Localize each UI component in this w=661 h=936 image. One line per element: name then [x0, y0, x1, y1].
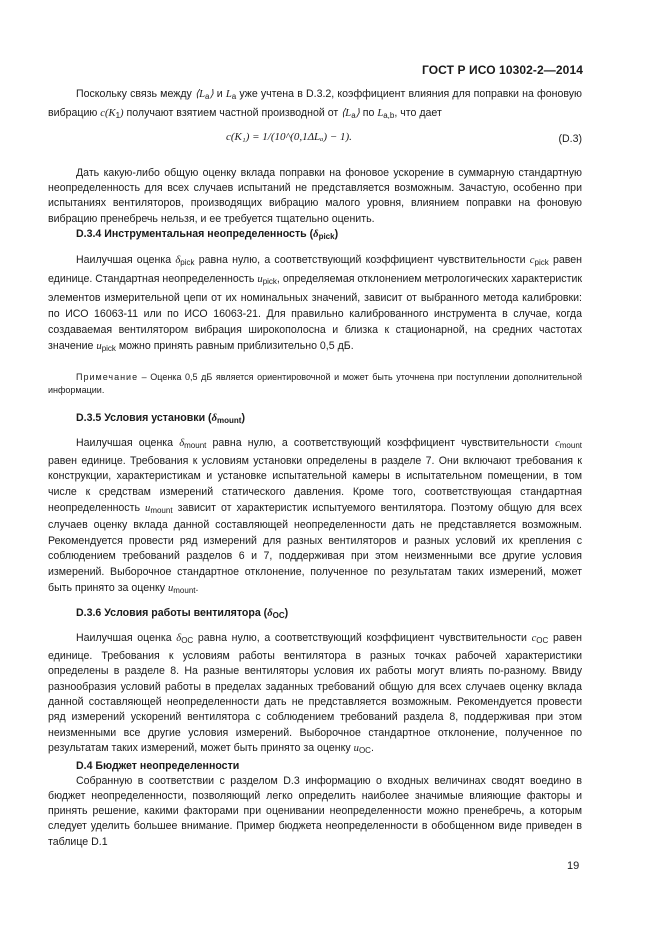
paragraph-background-estimate: Дать какую-либо общую оценку вклада поправки на фоновое ускорение в суммарную стандартную неопределенность для всех случаев испытаний не представляется возможным. Зачастую, особенно при испытаниях вентиляторов, производящих вибрацию малого уровня, влиянием поправки на фоновую вибрацию пренебречь нельзя, и ее требуется тщательно оценить.: [48, 167, 582, 225]
text-run: уже учтена в D.3.2, коэффициент влияния для поправки на фоновую вибрацию: [48, 88, 582, 119]
page-body: [48, 86, 582, 850]
text-run: Поскольку связь между: [76, 88, 195, 100]
note-label: Примечание: [76, 372, 139, 383]
paragraph-instrumental: Наилучшая оценка $\delta_{pick}$ равна нулю, а соответствующий коэффициент чувствительности $c_{pick}$ равен единице. Стандартная неопределенность $u_{pick}$, определяемая отклонением метрологических характеристик элементов измерительной цепи от их номинальных значений, зависит от выбранного метода калибровки: по ИСО 16063-11 или по ИСО 16063-21. Для правильно калиброванного инструмента в случае, когда создаваемая вентилятором вибрация широкополосна и близка к стационарной, на средних частотах значение $u_{pick}$ можно принять равным приблизительно 0,5 дБ.: [48, 254, 582, 354]
symbol-La-avg-2: $⟨L_a⟩$: [341, 108, 360, 120]
symbol-cK1: $c(K_1)$: [100, 108, 124, 120]
text-run: получают взятием частной производной от: [126, 107, 342, 119]
section-heading-d35: D.3.5 Условия установки $(\delta_{mount})$: [76, 412, 245, 426]
formula-number: (D.3): [558, 133, 582, 145]
paragraph-mounting: Наилучшая оценка $\delta_{mount}$ равна нулю, а соответствующий коэффициент чувствительности $c_{mount}$ равен единице. Требования к условиям установки определены в разделе 7. Они включают требования к конструкции, характеристикам и установке испытательной камеры в испытательном помещении, в том числе к средствам измерений статического давления. Кроме того, соответствующая стандартная неопределенность $u_{mount}$ зависит от характеристик испытуемого вентилятора. Поэтому общую для всех случаев оценку вклада данной составляющей неопределенности дать не представляется возможным. Рекомендуется провести ряд измерений для разных вентиляторов и разных условий их крепления с соблюдением требований разделов 6 и 7, поддерживая при этом неизменными все другие условия измерений. Выборочное стандартное отклонение, полученное по результатам таких измерений, может быть принято за оценку $u_{mount}$.: [48, 437, 582, 595]
section-heading-d36: D.3.6 Условия работы вентилятора $(\delta_{OC})$: [76, 607, 289, 621]
page-number: 19: [567, 860, 580, 872]
symbol-La-avg: $⟨L_a⟩$: [194, 89, 214, 101]
text-run: по: [362, 107, 378, 119]
note-instrumental: [48, 371, 582, 397]
text-run: , что дает: [394, 107, 442, 119]
paragraph-background-correction: [48, 86, 582, 124]
formula-d3: [48, 124, 582, 152]
symbol-Lai: $L_a$: [225, 89, 237, 101]
standard-designation: ГОСТ Р ИСО 10302-2—2014: [421, 63, 583, 77]
formula-expression: c(K₁) = 1/(10^(0,1ΔLₐ) − 1).: [226, 131, 352, 143]
paragraph-budget: Собранную в соответствии с разделом D.3 информацию о входных величинах сводят воедино в бюджет неопределенности, позволяющий легко определить наиболее значимые влияющие факторы и принять решение, какими факторами при оценивании неопределенности можно пренебречь, а которым следует уделить большее внимание. Пример бюджета неопределенности в обобщенном виде приведен в таблице D.1: [48, 774, 582, 848]
section-heading-d4: D.4 Бюджет неопределенности: [76, 759, 240, 772]
paragraph-operating-conditions: Наилучшая оценка $\delta_{OC}$ равна нулю, а соответствующий коэффициент чувствительности $c_{OC}$ равен единице. Требования к условиям работы вентилятора в разных точках рабочей характеристики определены в разделе 8. На разные вентиляторы условия их работы могут влиять по-разному. Ввиду разнообразия условий работы в пределах заданных требований общую для всех случаев оценку вклада данной составляющей неопределенности дать не представляется возможным. Рекомендуется провести ряд измерений ускорений вентилятора с соблюдением требований раздела 8, поддерживая при этом неизменными все другие условия измерений. Выборочное стандартное отклонение, полученное по результатам таких измерений, может быть принято за оценку $u_{OC}$.: [48, 632, 582, 756]
symbol-Lab: $L_{a,b}$: [377, 108, 395, 120]
text-run: и: [216, 88, 226, 100]
note-text: – Оценка 0,5 дБ является ориентировочной и может быть уточнена при поступлении дополнительной информации.: [48, 372, 582, 396]
section-heading-d34: D.3.4 Инструментальная неопределенность $(\delta_{pick})$: [76, 227, 339, 241]
